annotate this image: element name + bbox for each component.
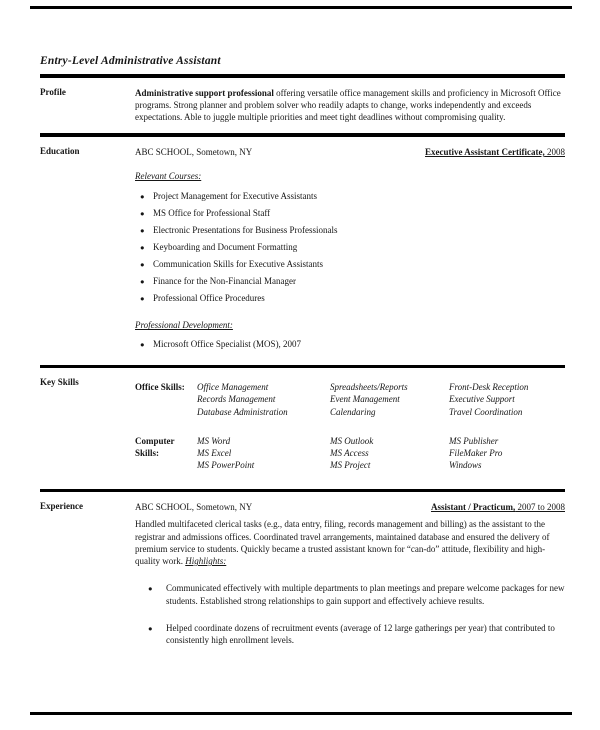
skill-item: Front-Desk Reception — [449, 382, 529, 393]
skill-item: Executive Support — [449, 394, 515, 405]
skill-column — [197, 435, 330, 472]
course-text: Communication Skills for Executive Assistants — [153, 259, 323, 270]
profile-content — [135, 78, 565, 124]
skill-item: MS Publisher — [449, 435, 499, 446]
course-text: Electronic Presentations for Business Professionals — [153, 225, 338, 236]
highlight-text: Helped coordinate dozens of recruitment events (average of 12 large gatherings per year) that contributed to consistently high enrollment levels. — [166, 623, 555, 646]
skill-column — [330, 381, 449, 418]
skill-item: Windows — [449, 460, 482, 471]
list-item — [140, 290, 565, 307]
key-skills-content — [135, 368, 565, 488]
skill-column — [449, 381, 565, 418]
experience-header — [135, 501, 565, 513]
list-item — [140, 336, 565, 353]
list-item — [148, 582, 565, 607]
list-item — [140, 205, 565, 222]
relevant-courses-heading: Relevant Courses: — [135, 171, 202, 182]
development-text: Microsoft Office Specialist (MOS), 2007 — [153, 338, 302, 349]
experience-school: ABC SCHOOL, Sometown, NY — [135, 502, 253, 512]
bullet-icon: ● — [140, 226, 145, 236]
key-skills-section — [40, 368, 565, 488]
skill-item: Event Management — [330, 394, 400, 405]
highlight-text: Communicated effectively with multiple departments to plan meetings and prepare welcome packages for new students. Established strong relationships to gain support and effectively achieve results. — [166, 583, 565, 606]
office-skills-row — [135, 381, 565, 418]
profile-lead: Administrative support professional — [135, 87, 274, 98]
course-text: Keyboarding and Document Formatting — [153, 242, 298, 253]
bullet-icon: ● — [148, 584, 153, 594]
education-school: ABC SCHOOL, Sometown, NY — [135, 146, 253, 157]
computer-skills-label: Computer Skills: — [135, 435, 175, 459]
skill-item: MS Word — [197, 435, 231, 446]
course-text: Project Management for Executive Assistants — [153, 191, 317, 202]
bullet-icon: ● — [148, 624, 153, 634]
course-text: MS Office for Professional Staff — [153, 208, 271, 219]
profile-text: offering versatile office management skills and proficiency in Microsoft Office programs. Strong planner and problem solver who readily adapts to change, works independently and exceeds expectations. Able to juggle multiple priorities and meet tight deadlines without compromising quality. — [135, 87, 561, 123]
document-title: Entry-Level Administrative Assistant — [40, 55, 221, 67]
skill-item: MS Excel — [197, 448, 232, 459]
bullet-icon: ● — [140, 294, 145, 304]
skill-item: Calendaring — [330, 406, 376, 417]
profile-label: Profile — [40, 86, 66, 97]
education-header — [135, 146, 565, 158]
bullet-icon: ● — [140, 277, 145, 287]
profile-section — [40, 78, 565, 124]
course-text: Professional Office Procedures — [153, 293, 265, 304]
bullet-icon: ● — [140, 339, 145, 349]
skill-column — [449, 435, 565, 472]
bullet-icon: ● — [140, 209, 145, 219]
skill-column — [197, 381, 330, 418]
office-skills-label: Office Skills: — [135, 382, 185, 393]
experience-summary: Handled multifaceted clerical tasks (e.g., data entry, filing, records management and billing) as the assistant to the registrar and admissions offices. Coordinated travel arrangements, maintained database and ensured the delivery of premium service to students. Quickly became a trusted assistant known for “can-do” attitude, flexibility and high-quality work. Highlights: — [135, 519, 550, 567]
list-item — [140, 239, 565, 256]
skill-item: Office Management — [197, 382, 269, 393]
experience-section — [40, 492, 565, 662]
bottom-border-line — [30, 712, 572, 715]
bullet-icon: ● — [140, 192, 145, 202]
list-item — [140, 256, 565, 273]
education-label: Education — [40, 145, 80, 156]
computer-skills-row — [135, 435, 565, 472]
education-section — [40, 137, 565, 353]
skill-item: MS PowerPoint — [197, 460, 255, 471]
profile-paragraph — [135, 87, 565, 124]
list-item — [140, 188, 565, 205]
skill-item: FileMaker Pro — [449, 448, 503, 459]
skill-item: MS Project — [330, 460, 371, 471]
top-border-line — [30, 6, 572, 9]
experience-content — [135, 492, 565, 662]
bullet-icon: ● — [140, 260, 145, 270]
skill-item: MS Access — [330, 448, 369, 459]
list-item — [140, 222, 565, 239]
skill-item: MS Outlook — [330, 435, 374, 446]
course-list — [135, 188, 565, 307]
experience-role: Assistant / Practicum, 2007 to 2008 — [430, 502, 565, 512]
skill-item: Spreadsheets/Reports — [330, 382, 408, 393]
skill-item: Travel Coordination — [449, 406, 523, 417]
key-skills-label: Key Skills — [40, 377, 79, 388]
experience-label: Experience — [40, 501, 83, 511]
highlights-label: Highlights: — [185, 556, 227, 567]
bullet-icon: ● — [140, 243, 145, 253]
list-item — [148, 622, 565, 647]
education-credential: Executive Assistant Certificate, 2008 — [425, 146, 565, 157]
professional-development-heading: Professional Development: — [135, 320, 233, 331]
skill-item: Records Management — [197, 394, 276, 405]
course-text: Finance for the Non-Financial Manager — [153, 276, 296, 287]
skill-column — [330, 435, 449, 472]
document-body — [30, 55, 572, 662]
education-content — [135, 137, 565, 353]
list-item — [140, 273, 565, 290]
highlights-list — [135, 582, 565, 646]
skill-item: Database Administration — [197, 406, 288, 417]
